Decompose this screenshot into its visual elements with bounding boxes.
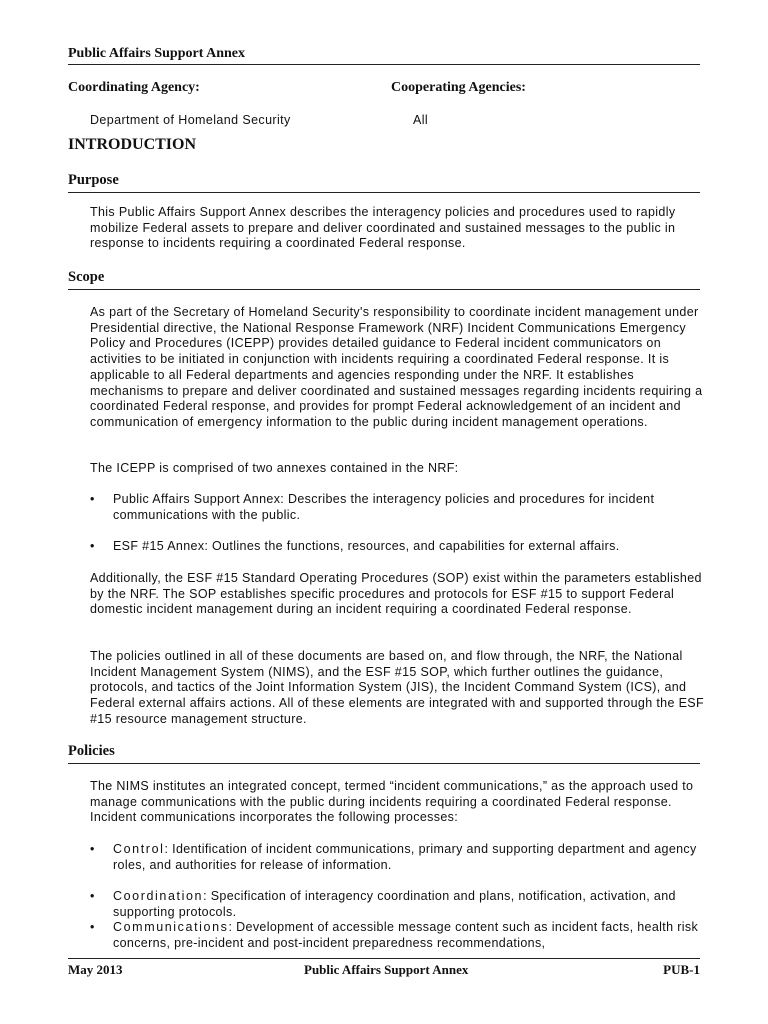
introduction-heading: INTRODUCTION bbox=[68, 136, 197, 153]
policies-bullet-item bbox=[90, 842, 710, 873]
scope-rule bbox=[68, 289, 700, 290]
document-header-title: Public Affairs Support Annex bbox=[68, 46, 245, 61]
control-description: : Identification of incident communications, primary and supporting department and agency roles, and authorities for release of information. bbox=[113, 842, 697, 872]
scope-bullet-item bbox=[90, 492, 710, 523]
policies-paragraph-1: The NIMS institutes an integrated concept, termed “incident communications,” as the approach used to manage communications with the public during incidents requiring a coordinated Federal response. Incident communications incorporates the following processes: bbox=[90, 779, 694, 825]
cooperating-agencies-value: All bbox=[413, 113, 429, 127]
bullet-icon: • bbox=[90, 492, 95, 506]
footer-date: May 2013 bbox=[68, 962, 123, 977]
communications-description: : Development of accessible message content such as incident facts, health risk concerns, pre-incident and post-incident preparedness recommendations, bbox=[113, 920, 699, 950]
header-rule bbox=[68, 64, 700, 65]
policies-rule bbox=[68, 763, 700, 764]
scope-heading: Scope bbox=[68, 269, 105, 285]
scope-paragraph-1: As part of the Secretary of Homeland Security's responsibility to coordinate incident management under Presidential directive, the National Response Framework (NRF) Incident Communications Emergency Policy and Procedures (ICEPP) provides detailed guidance to Federal incident communicators on activities to be initiated in conjunction with incidents requiring a coordinated Federal response. It is applicable to all Federal departments and agencies responding under the NRF. It establishes mechanisms to prepare and deliver coordinated and sustained messages regarding incidents requiring a coordinated Federal response, and provides for prompt Federal acknowledgement of an incident and communication of emergency information to the public during incident management operations. bbox=[90, 305, 703, 429]
coordinating-agency-label: Coordinating Agency: bbox=[68, 80, 200, 95]
bullet-icon: • bbox=[90, 889, 95, 903]
purpose-rule bbox=[68, 192, 700, 193]
scope-paragraph-2: The ICEPP is comprised of two annexes contained in the NRF: bbox=[90, 461, 459, 475]
bullet-icon: • bbox=[90, 539, 95, 553]
policies-bullet-item bbox=[90, 920, 710, 951]
control-term: Control bbox=[113, 842, 165, 856]
communications-term: Communications bbox=[113, 920, 229, 934]
policies-bullet-text bbox=[113, 920, 710, 951]
scope-bullet-item bbox=[90, 539, 710, 555]
purpose-paragraph: This Public Affairs Support Annex describes the interagency policies and procedures used to rapidly mobilize Federal assets to prepare and deliver coordinated and sustained messages to the public in response to incidents requiring a coordinated Federal response. bbox=[90, 205, 676, 251]
scope-paragraph-3: Additionally, the ESF #15 Standard Operating Procedures (SOP) exist within the parameters established by the NRF. The SOP establishes specific procedures and protocols for ESF #15 to support Federal domestic incident management during an incident requiring a coordinated Federal response. bbox=[90, 571, 702, 617]
policies-bullet-item bbox=[90, 889, 710, 920]
footer-title: Public Affairs Support Annex bbox=[304, 962, 469, 977]
bullet-icon: • bbox=[90, 842, 95, 856]
purpose-heading: Purpose bbox=[68, 172, 119, 188]
scope-paragraph-4: The policies outlined in all of these documents are based on, and flow through, the NRF, the National Incident Management System (NIMS), and the ESF #15 SOP, which further outlines the guidance, protocols, and tactics of the Joint Information System (JIS), the Incident Command System (ICS), and Federal external affairs actions. All of these elements are integrated with and supported through the ESF #15 resource management structure. bbox=[90, 649, 704, 726]
footer-rule bbox=[68, 958, 700, 959]
coordination-term: Coordination bbox=[113, 889, 204, 903]
cooperating-agencies-label: Cooperating Agencies: bbox=[391, 80, 526, 95]
policies-bullet-text bbox=[113, 842, 710, 873]
policies-heading: Policies bbox=[68, 743, 115, 759]
coordinating-agency-value: Department of Homeland Security bbox=[90, 113, 291, 127]
coordination-description: : Specification of interagency coordination and plans, notification, activation, and supporting protocols. bbox=[113, 889, 676, 919]
footer-page-number: PUB-1 bbox=[663, 962, 700, 977]
scope-bullet-text: ESF #15 Annex: Outlines the functions, resources, and capabilities for external affairs. bbox=[113, 539, 620, 553]
scope-bullet-text: Public Affairs Support Annex: Describes the interagency policies and procedures for incident communications with the public. bbox=[113, 492, 655, 522]
bullet-icon: • bbox=[90, 920, 95, 934]
policies-bullet-text bbox=[113, 889, 710, 920]
